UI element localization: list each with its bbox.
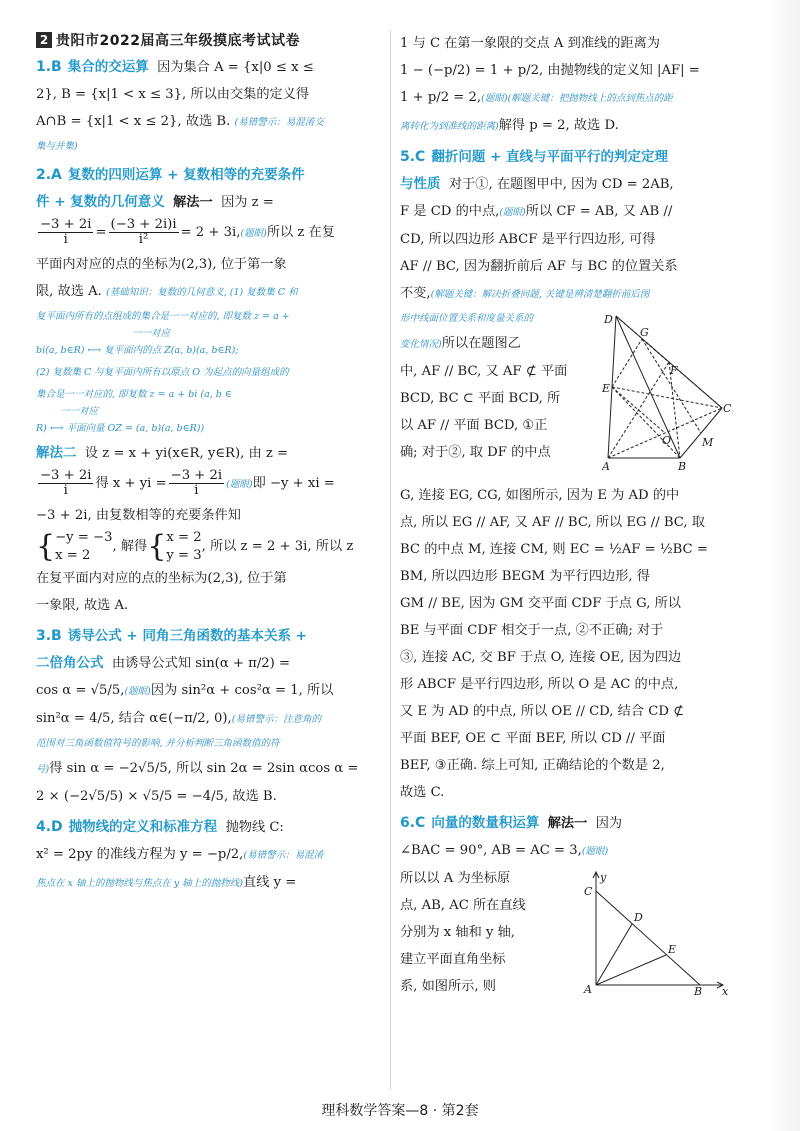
q2-note-c: 一一对应 <box>132 328 171 339</box>
q3-note-1: (易错警示：注意角的 <box>231 714 321 725</box>
q1-note-2: 集与并集) <box>36 141 78 152</box>
q4c-text-1: 1 与 C 在第一象限的交点 A 到准线的距离为 <box>400 36 660 51</box>
q4-note-1: (易错警示：易混淆 <box>243 850 324 861</box>
q6-tiyan: (题眼) <box>581 846 609 857</box>
q2-note-b: 复平面内所有的点组成的集合是一一对应的, 即复数 z = a + <box>36 311 290 322</box>
q3-text-2: cos α = √5/5, <box>36 683 125 698</box>
q6-axes-figure <box>582 869 732 995</box>
q4c-text-4: 解得 p = 2, 故选 D. <box>498 118 619 133</box>
q2-text-4: 限, 故选 A. <box>36 284 102 299</box>
q6-text-3: 所以以 A 为坐标原 <box>400 871 511 886</box>
fig6-label-D: D <box>634 911 643 924</box>
q5-text-1: 对于①, 在题图甲中, 因为 CD = 2AB, <box>448 177 674 192</box>
answer-q1 <box>36 54 382 158</box>
q2-text-8a: , 解得 <box>112 539 148 554</box>
q2-fraction-3: $\frac{-3 + 2i}{i}$ <box>40 468 92 498</box>
q4c-note-2: 离转化为到准线的距离) <box>400 121 499 132</box>
q5-text-3: CD, 所以四边形 ABCF 是平行四边形, 可得 <box>400 232 656 247</box>
fig5-label-G: G <box>640 326 649 339</box>
fig5-label-C: C <box>723 402 732 415</box>
q5-text-8: BCD, BC ⊂ 平面 BCD, 所 <box>400 391 561 406</box>
q4-tag: 抛物线的定义和标准方程 <box>68 819 218 835</box>
fig6-label-B: B <box>694 985 703 995</box>
fig6-label-C: C <box>584 885 593 898</box>
q2-text-10: 一象限, 故选 A. <box>36 598 129 613</box>
answer-q6 <box>400 810 732 1000</box>
q5-tag-1: 翻折问题 + 直线与平面平行的判定定理 <box>431 149 669 165</box>
q1-tag: 集合的交运算 <box>67 59 149 75</box>
q1-note-1: (易错警示：易混淆交 <box>234 117 324 128</box>
q3-text-3: sin²α = 4/5, 结合 α∈(−π/2, 0), <box>36 711 232 726</box>
q2-text-1: 因为 z = <box>221 195 274 210</box>
q3-text-2b: 因为 sin²α + cos²α = 1, 所以 <box>150 683 334 698</box>
q2-method-1: 解法一 <box>173 195 213 210</box>
q2-system-2b: y = 3 <box>166 548 202 563</box>
set-number-badge: 2 <box>36 32 52 48</box>
q2-text-2: = 2 + 3i, <box>180 225 241 240</box>
q2-note-d: bi(a, b∈R) ⟷ 复平面内的点 Z(a, b)(a, b∈R); <box>36 345 239 356</box>
answer-q3 <box>36 623 382 810</box>
q5-text-6: 所以在题图乙 <box>441 336 521 351</box>
fig5-label-A: A <box>602 460 610 473</box>
q3-text-1: 由诱导公式知 sin(α + π/2) = <box>111 656 291 671</box>
q4-number: 4.D <box>36 819 63 835</box>
answer-q5 <box>400 144 732 806</box>
q5-text-7: 中, AF // BC, 又 AF ⊄ 平面 <box>400 364 568 379</box>
q2-text-2b: 所以 z 在复 <box>266 225 335 240</box>
q5-note-1: (解题关键：解决折叠问题, 关键是辨清楚翻折前后图 <box>430 289 650 300</box>
q4-text-3: 直线 y = <box>243 875 297 890</box>
answer-q4-continued <box>400 30 732 140</box>
q6-figure-block <box>400 865 732 1000</box>
q5-note-2: 形中线面位置关系和度量关系的 <box>400 313 534 324</box>
fig5-label-E: E <box>602 382 611 395</box>
q6-text-6: 建立平面直角坐标 <box>400 952 506 967</box>
q5-text-10: 确; 对于②, 取 DF 的中点 <box>400 445 551 460</box>
q2-fraction-1: $\frac{-3 + 2i}{i}$ <box>40 217 92 247</box>
q5-text-4: AF // BC, 因为翻折前后 AF 与 BC 的位置关系 <box>400 259 678 274</box>
left-column <box>36 30 382 901</box>
q3-text-4: 得 sin α = −2√5/5, 所以 sin 2α = 2sin αcos α = <box>49 761 359 776</box>
q5-text-15: GM // BE, 因为 GM 交平面 CDF 于点 G, 所以 <box>400 596 681 611</box>
q3-text-5: 2 × (−2√5/5) × √5/5 = −4/5, 故选 B. <box>36 789 277 804</box>
q3-number: 3.B <box>36 628 62 644</box>
q5-text-11: G, 连接 EG, CG, 如图所示, 因为 E 为 AD 的中 <box>400 488 680 503</box>
q2-note-e: (2) 复数集 C 与复平面内所有以原点 O 为起点的向量组成的 <box>36 367 289 378</box>
q2-system-1b: x = 2 <box>55 548 91 563</box>
q2-number: 2.A <box>36 167 62 183</box>
set-header <box>36 30 382 50</box>
q5-number: 5.C <box>400 149 426 165</box>
q5-text-13: BC 的中点 M, 连接 CM, 则 EC = ½AF = ½BC = <box>400 542 708 557</box>
q2-system-row: { −y = −3 x = 2 , 解得 { x = 2 y = 3 , 所以 z = 2 + 3i, 所以 z <box>36 529 354 564</box>
answer-q4 <box>36 814 382 897</box>
right-column <box>400 30 732 1004</box>
scan-edge-shading <box>766 0 800 1131</box>
q1-number: 1.B <box>36 59 62 75</box>
q2-text-3: 平面内对应的点的坐标为(2,3), 位于第一象 <box>36 257 287 272</box>
q2-system-2a: x = 2 <box>166 530 202 545</box>
q2-fraction-4: $\frac{-3 + 2i}{i}$ <box>170 468 223 498</box>
q2-tiyan: (题眼) <box>240 228 267 239</box>
q6-tag: 向量的数量积运算 <box>431 815 540 831</box>
q6-text-2: ∠BAC = 90°, AB = AC = 3, <box>400 843 582 858</box>
q3-tag-1: 诱导公式 + 同角三角函数的基本关系 + <box>67 628 307 644</box>
q5-text-14: BM, 所以四边形 BEGM 为平行四边形, 得 <box>400 569 650 584</box>
q5-text-2b: 所以 CF = AB, 又 AB // <box>525 204 673 219</box>
q5-text-16: BE 与平面 CDF 相交于一点, ②不正确; 对于 <box>400 623 664 638</box>
q2-method-2: 解法二 <box>36 445 77 461</box>
edge-EO <box>612 387 665 433</box>
fig6-label-A: A <box>584 983 592 995</box>
q2-text-5: 设 z = x + yi(x∈R, y∈R), 由 z = <box>84 446 289 461</box>
q5-tiyan: (题眼) <box>499 207 526 218</box>
q4c-tiyan: (题眼) <box>481 93 508 104</box>
q3-tiyan: (题眼) <box>124 686 151 697</box>
q3-tag-2: 二倍角公式 <box>36 655 104 671</box>
set-title: 贵阳市2022届高三年级摸底考试试卷 <box>56 33 300 49</box>
q1-text-1: 因为集合 A = {x|0 ≤ x ≤ <box>157 60 314 75</box>
q2-text-9: 在复平面内对应的点的坐标为(2,3), 位于第 <box>36 571 287 586</box>
q2-note-g: 一一对应 <box>60 406 99 417</box>
q2-note-f: 集合是一一对应的, 即复数 z = a + bi (a, b ∈ <box>36 389 232 400</box>
q3-note-2: 范围对三角函数值符号的影响, 并分析判断三角函数值的符 <box>36 738 280 749</box>
edge-AC <box>608 408 722 458</box>
fig6-label-x: x <box>722 985 729 995</box>
fig5-label-D: D <box>604 313 613 326</box>
q5-text-17: ③, 连接 AC, 交 BF 于点 O, 连接 OE, 因为四边 <box>400 650 682 665</box>
edge-EC <box>612 387 722 408</box>
q5-text-2: F 是 CD 的中点, <box>400 204 500 219</box>
q2-system-1a: −y = −3 <box>55 530 113 545</box>
q2-note-h: R) ⟷ 平面向量 OZ = (a, b)(a, b∈R)) <box>36 423 205 434</box>
q5-text-9: 以 AF // 平面 BCD, ①正 <box>400 418 548 433</box>
q5-pyramid-figure <box>602 312 732 482</box>
q2-fraction-2: $\frac{(-3 + 2i)i}{\text{i²}}$ <box>110 217 177 247</box>
q4-text-1: 抛物线 C: <box>225 820 284 835</box>
segment-CB <box>596 891 700 985</box>
q5-note-3: 变化情况) <box>400 339 442 350</box>
q2-tag-1: 复数的四则运算 + 复数相等的充要条件 <box>67 167 305 183</box>
q4-text-2: x² = 2py 的准线方程为 y = −p/2, <box>36 847 244 862</box>
q5-text-21: BEF, ③正确. 综上可知, 正确结论的个数是 2, <box>400 758 665 773</box>
fig5-label-F: F <box>670 364 678 377</box>
q5-tag-2: 与性质 <box>400 176 441 192</box>
q5-text-5: 不变, <box>400 286 431 301</box>
q4-note-2: 焦点在 x 轴上的抛物线与焦点在 y 轴上的抛物线) <box>36 878 244 889</box>
q6-text-1: 因为 <box>595 816 623 831</box>
q5-text-22: 故选 C. <box>400 785 445 800</box>
q6-text-5: 分别为 x 轴和 y 轴, <box>400 925 515 940</box>
q5-text-12: 点, 所以 EG // AF, 又 AF // BC, 所以 EG // BC, 取 <box>400 515 705 530</box>
edge-GM <box>642 339 701 433</box>
q5-figure-block <box>400 308 732 482</box>
q2-text-6b: 即 −y + xi = <box>252 476 335 491</box>
q2-note-a: (基础知识：复数的几何意义, (1) 复数集 C 和 <box>106 287 298 298</box>
fig6-label-E: E <box>668 943 677 956</box>
q5-text-18: 形 ABCF 是平行四边形, 所以 O 是 AC 的中点, <box>400 677 679 692</box>
q2-tiyan-2: (题眼) <box>226 479 253 490</box>
q4c-note-1: (解题关键：把抛物线上的点到焦点的距 <box>507 93 673 104</box>
q5-text-19: 又 E 为 AD 的中点, 所以 OE // CD, 结合 CD ⊄ <box>400 704 685 719</box>
fig5-label-B: B <box>678 460 687 473</box>
q2-tag-2: 件 + 复数的几何意义 <box>36 194 165 210</box>
segment-AD <box>596 924 632 985</box>
q6-number: 6.C <box>400 815 426 831</box>
q6-method-1: 解法一 <box>547 816 588 831</box>
fig5-label-M: M <box>702 436 714 449</box>
q4c-text-2: 1 − (−p/2) = 1 + p/2, 由抛物线的定义知 |AF| = <box>400 63 700 78</box>
q1-text-3: A∩B = {x|1 < x ≤ 2}, 故选 B. <box>36 114 231 129</box>
q1-text-2: 2}, B = {x|1 < x ≤ 3}, 所以由交集的定义得 <box>36 87 310 102</box>
answer-q2: 2.A 复数的四则运算 + 复数相等的充要条件 件 + 复数的几何意义 解法一 因为 z = $\frac{-3 + 2i}{i}$ = $\frac{(-3 + 2i)i}{\text{i²}}$ = 2 + 3i,(题眼)所以 z 在复 平面内对应的点的坐标为(2,3), 位于第一象 限, 故选 A. (基础知识：复数的几何意义, (1) 复数集 C 和 复平面内所有的点组成的集合是一一对应的, 即复数 z = a + 一一对应 bi(a, b∈R) ⟷ 复平面内的点 Z(a, b)(a, b∈R); (2) 复数集 C 与复平面内所有以原点 O 为起点的向量组成的 集合是一一对应的, 即复数 z = a + bi (a, b ∈ 一一对应 R) ⟷ 平面向量 OZ = (a, b)(a, b∈R)) 解法二 设 z = x + yi(x∈R, y∈R), 由 z = $\frac{-3 + 2i}{i}$ 得 x + yi = $\frac{-3 + 2i}{i}$ (题眼)即 −y + xi = −3 + 2i, 由复数相等的充要条件知 { −y = −3 x = 2 , 解得 { x = 2 y = 3 , 所以 z = 2 + 3i, 所以 z 在复平面内对应的点的坐标为(2,3), 位于第 一象限, 故选 A. <box>36 162 382 619</box>
segment-AE <box>596 955 666 985</box>
fig6-label-y: y <box>600 871 607 884</box>
q5-text-20: 平面 BEF, OE ⊂ 平面 BEF, 所以 CD // 平面 <box>400 731 666 746</box>
q2-text-7: −3 + 2i, 由复数相等的充要条件知 <box>36 508 241 523</box>
q6-text-7: 系, 如图所示, 则 <box>400 979 496 994</box>
q2-text-8b: , 所以 z = 2 + 3i, 所以 z <box>201 539 354 554</box>
fig5-label-O: O <box>662 434 672 447</box>
q2-text-6a: 得 x + yi = <box>95 476 167 491</box>
column-divider <box>390 30 391 1090</box>
q6-text-4: 点, AB, AC 所在直线 <box>400 898 526 913</box>
q4c-text-3: 1 + p/2 = 2, <box>400 90 482 105</box>
page-footer: 理科数学答案—8 · 第2套 <box>321 1103 479 1119</box>
q3-note-3: 号) <box>36 764 50 775</box>
